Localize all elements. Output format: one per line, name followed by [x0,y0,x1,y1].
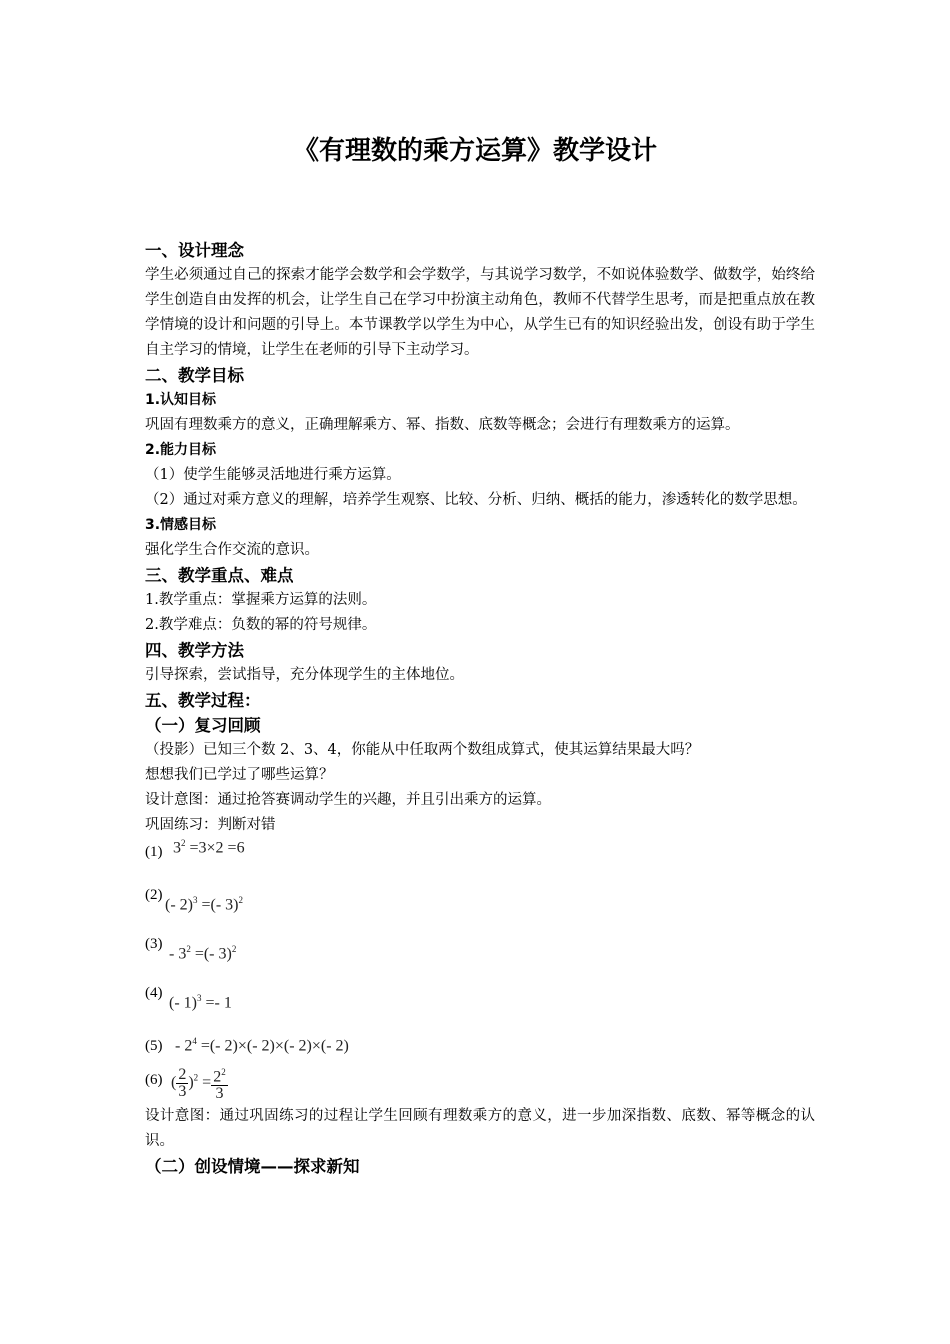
section-heading-process: 五、教学过程： [145,691,261,710]
exercise-2 [145,887,815,936]
key-point-item: 1.教学重点：掌握乘方运算的法则。 [145,592,377,608]
exercise-number: (4) [145,985,163,1001]
cognitive-goal-text: 巩固有理数乘方的意义，正确理解乘方、幂、指数、底数等概念；会进行有理数乘方的运算。 [145,417,740,433]
review-line-4: 巩固练习：判断对错 [145,817,276,833]
exercise-number: (5) [145,1038,163,1054]
exercise-formula: - $3^2$ =(- 3)$^2$ [169,944,237,963]
subheading-cognitive-goal: 1.认知目标 [145,392,217,408]
design-idea-paragraph: 学生必须通过自己的探索才能学会数学和会学数学，与其说学习数学，不如说体验数学、做数学，始终给学生创造自由发挥的机会，让学生自己在学习中扮演主动角色，教师不代替学生思考，而是把重点放在教学情境的设计和问题的引导上。本节课教学以学生为中心，从学生已有的知识经验出发，创设有助于学生自主学习的情境，让学生在老师的引导下主动学习。 [145,267,815,358]
difficulty-item: 2.教学难点：负数的幂的符号规律。 [145,617,377,633]
exercise-5 [145,1036,815,1064]
methods-text: 引导探索，尝试指导，充分体现学生的主体地位。 [145,667,464,683]
section-heading-methods: 四、教学方法 [145,641,244,660]
exercise-1 [145,838,815,887]
exercise-3 [145,936,815,985]
subsection-heading-new-knowledge: （二）创设情境——探求新知 [145,1157,360,1176]
section-heading-key-points: 三、教学重点、难点 [145,566,294,585]
ability-goal-item-1: （1）使学生能够灵活地进行乘方运算。 [145,467,401,483]
exercise-formula: $3^2 =3\times 2 =6$ [173,838,245,857]
subheading-emotion-goal: 3.情感目标 [145,517,217,533]
ability-goal-item-2: （2）通过对乘方意义的理解，培养学生观察、比较、分析、归纳、概括的能力，渗透转化的数学思想。 [145,492,807,508]
document-title: 《有理数的乘方运算》教学设计 [292,136,657,166]
exercise-formula: (- 1)$^3$ =- 1 [169,993,232,1012]
subsection-heading-review: （一）复习回顾 [145,716,261,735]
exercise-number: (3) [145,936,163,952]
exercise-4 [145,985,815,1036]
emotion-goal-text: 强化学生合作交流的意识。 [145,542,319,558]
document-body [145,238,815,1179]
section-heading-design-idea: 一、设计理念 [145,241,244,260]
exercise-formula: (- 2)$^3$ =(- 3)$^2$ [165,895,243,914]
exercise-6 [145,1064,815,1104]
section-heading-goals: 二、教学目标 [145,366,244,385]
exercise-number: (1) [145,844,163,860]
review-line-2: 想想我们已学过了哪些运算？ [145,767,334,783]
exercise-intent: 设计意图：通过巩固练习的过程让学生回顾有理数乘方的意义，进一步加深指数、底数、幂等概念的认识。 [145,1108,815,1149]
exercise-formula: - $2^4$ =(- 2)×(- 2)×(- 2)×(- 2) [175,1036,349,1055]
exercise-number: (2) [145,887,163,903]
exercise-formula: ( $\frac{2}{3}$ )$^2$ = $\frac{2^2}{3}$ [171,1065,226,1103]
exercise-number: (6) [145,1072,163,1088]
subheading-ability-goal: 2.能力目标 [145,442,217,458]
review-line-1: （投影）已知三个数 2、3、4，你能从中任取两个数组成算式，使其运算结果最大吗？ [145,742,700,758]
review-line-3: 设计意图：通过抢答赛调动学生的兴趣，并且引出乘方的运算。 [145,792,551,808]
